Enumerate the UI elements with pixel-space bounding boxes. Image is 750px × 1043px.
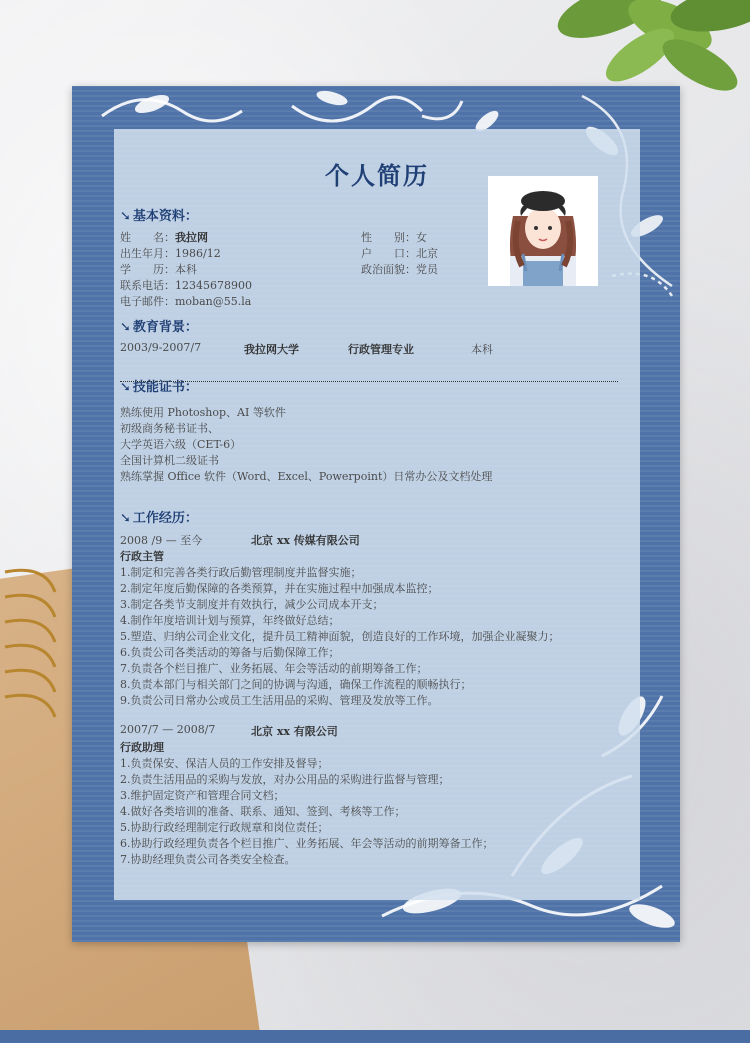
job-duty: 5.塑造、归纳公司企业文化，提升员工精神面貌，创造良好的工作环境，加强企业凝聚力； [120, 630, 560, 643]
skill-item: 初级商务秘书证书、 [120, 422, 219, 435]
skill-item: 大学英语六级（CET-6） [120, 438, 242, 451]
basic-row-phone: 联系电话：12345678900 [120, 279, 252, 292]
job-duty: 4.做好各类培训的准备、联系、通知、签到、考核等工作； [120, 805, 406, 818]
job-duty: 4.制作年度培训计划与预算，年终做好总结； [120, 614, 340, 627]
basic-row-education: 学 历：本科 [120, 263, 197, 276]
job-company: 北京 xx 传媒有限公司 [251, 534, 360, 547]
job-duty: 6.负责公司各类活动的筹备与后勤保障工作； [120, 646, 340, 659]
job-duty: 3.制定各类节支制度并有效执行，减少公司成本开支； [120, 598, 384, 611]
job-duty: 7.负责各个栏目推广、业务拓展、年会等活动的前期筹备工作； [120, 662, 428, 675]
job-duty: 5.协助行政经理制定行政规章和岗位责任； [120, 821, 329, 834]
basic-row-birth: 出生年月：1986/12 [120, 247, 221, 260]
arrow-down-right-icon: ➘ [120, 320, 131, 335]
basic-row-email: 电子邮件：moban@55.la [120, 295, 252, 308]
education-school: 我拉网大学 [244, 343, 299, 356]
job-duty: 3.维护固定资产和管理合同文档； [120, 789, 285, 802]
section-education-heading: ➘ 教育背景： [120, 320, 198, 335]
section-basic-heading: ➘ 基本资料： [120, 209, 198, 224]
avatar-illustration [488, 176, 598, 286]
job-duty: 2.负责生活用品的采购与发放，对办公用品的采购进行监督与管理； [120, 773, 450, 786]
job-duty: 7.协助经理负责公司各类安全检查。 [120, 853, 296, 866]
arrow-down-right-icon: ➘ [120, 511, 131, 526]
basic-row-gender: 性 别：女 [361, 231, 427, 244]
skill-item: 全国计算机二级证书 [120, 454, 219, 467]
education-period: 2003/9-2007/7 [120, 341, 202, 354]
job-position: 行政助理 [120, 741, 164, 754]
job-duty: 9.负责公司日常办公或员工生活用品的采购、管理及发放等工作。 [120, 694, 439, 707]
basic-row-name: 姓 名：我拉网 [120, 231, 208, 244]
skill-item: 熟练掌握 Office 软件（Word、Excel、Powerpoint）日常办公及文档处理 [120, 470, 493, 483]
education-degree: 本科 [471, 343, 493, 356]
job-period: 2007/7 — 2008/7 [120, 723, 216, 736]
resume-title: 个人简历 [325, 162, 429, 190]
job-period: 2008 /9 — 至今 [120, 534, 203, 547]
profile-photo [488, 176, 598, 286]
education-major: 行政管理专业 [348, 343, 414, 356]
job-duty: 1.负责保安、保洁人员的工作安排及督导； [120, 757, 329, 770]
job-duty: 2.制定年度后勤保障的各类预算，并在实施过程中加强成本监控； [120, 582, 439, 595]
job-position: 行政主管 [120, 550, 164, 563]
job-duty: 6.协助行政经理负责各个栏目推广、业务拓展、年会等活动的前期筹备工作； [120, 837, 494, 850]
skill-item: 熟练使用 Photoshop、AI 等软件 [120, 406, 286, 419]
arrow-down-right-icon: ➘ [120, 380, 131, 395]
job-company: 北京 xx 有限公司 [251, 725, 338, 738]
section-skills-heading: ➘ 技能证书： [120, 380, 198, 395]
basic-row-hukou: 户 口：北京 [361, 247, 438, 260]
job-duty: 1.制定和完善各类行政后勤管理制度并监督实施； [120, 566, 362, 579]
skills-dotted-divider [120, 381, 618, 382]
section-work-heading: ➘ 工作经历： [120, 511, 198, 526]
basic-row-politics: 政治面貌：党员 [361, 263, 438, 276]
job-duty: 8.负责本部门与相关部门之间的协调与沟通，确保工作流程的顺畅执行； [120, 678, 472, 691]
arrow-down-right-icon: ➘ [120, 209, 131, 224]
